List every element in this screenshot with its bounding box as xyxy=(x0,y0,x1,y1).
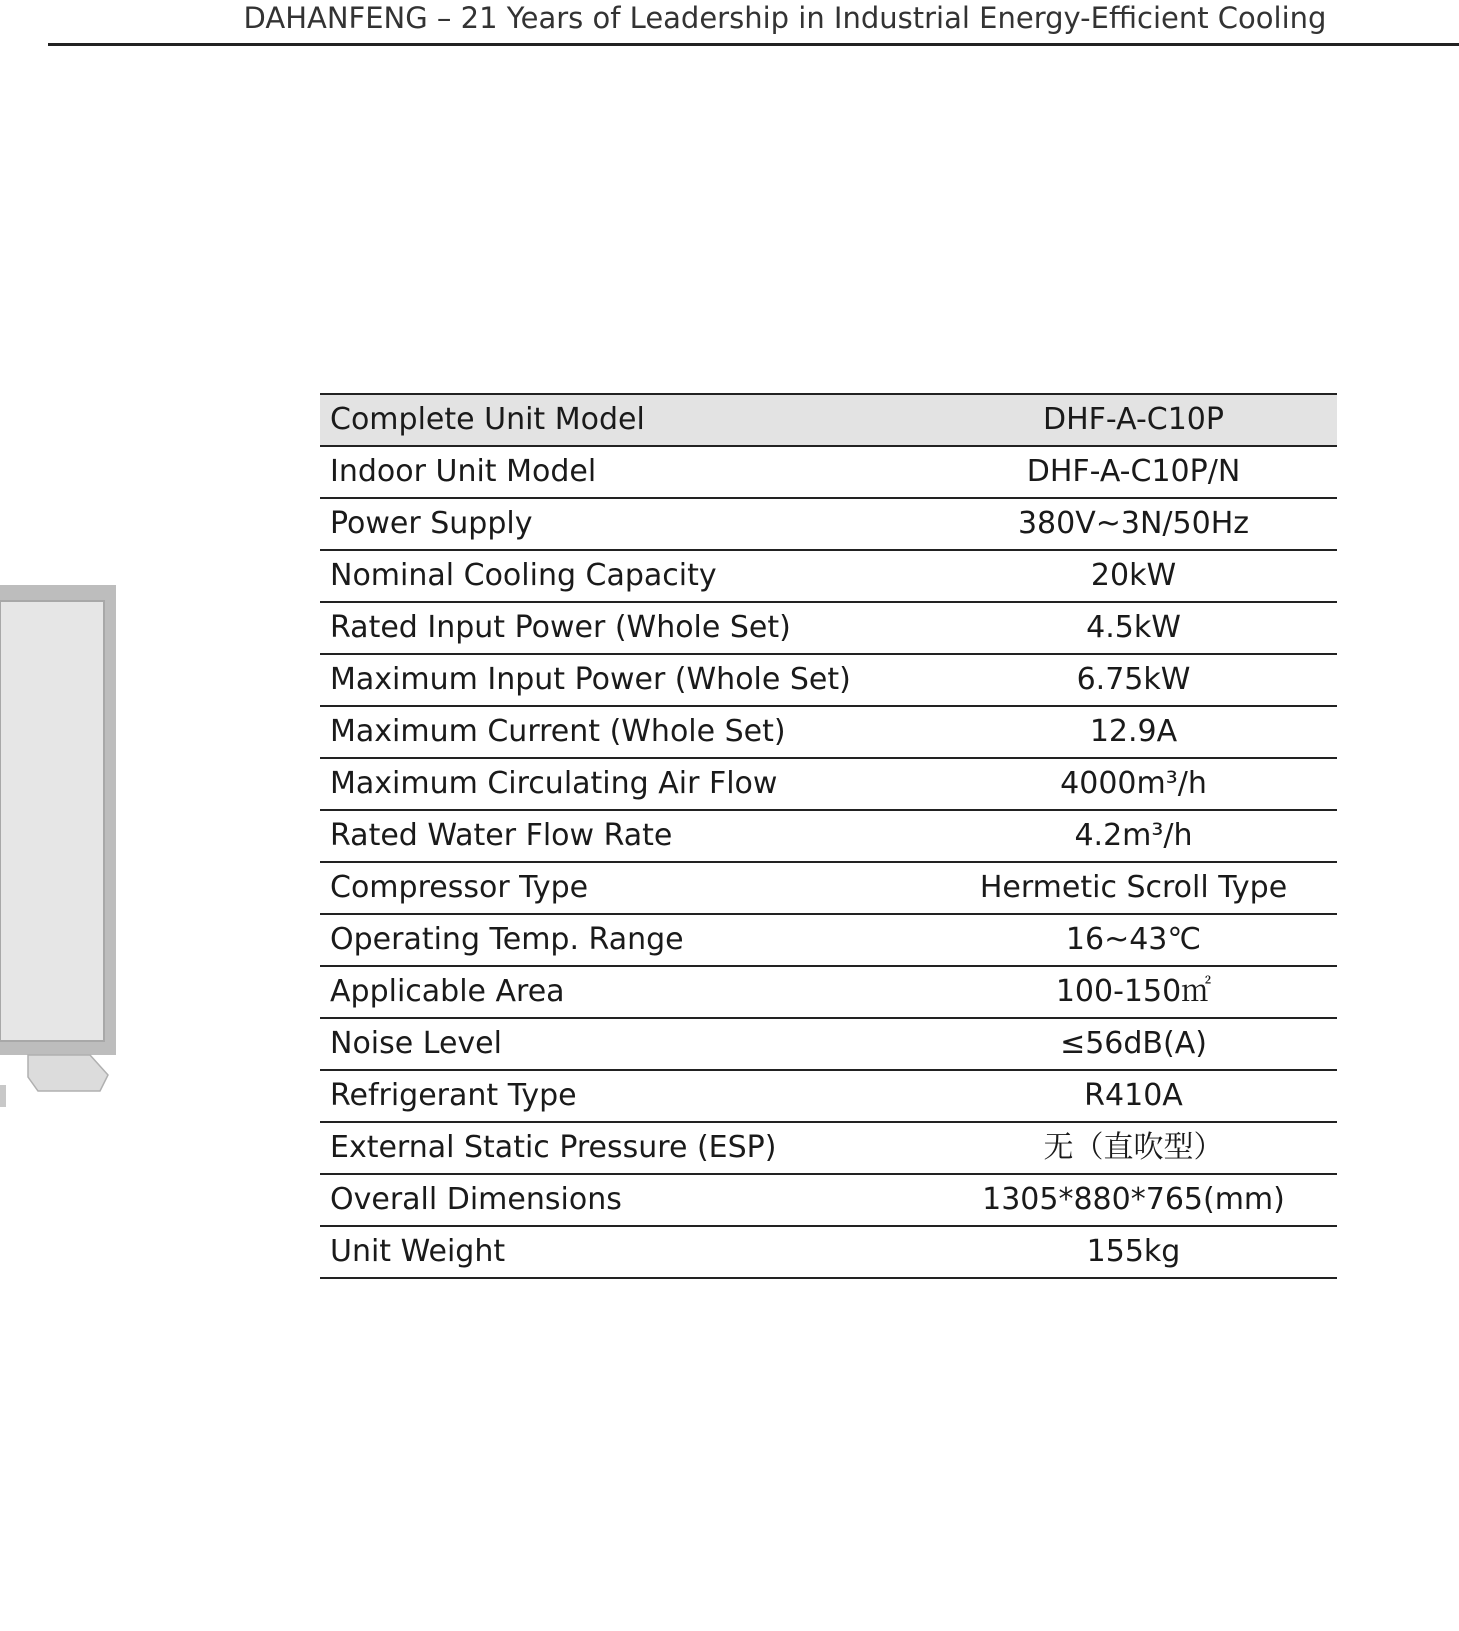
table-row xyxy=(320,1070,1337,1122)
spec-param-label: Indoor Unit Model xyxy=(320,446,930,498)
spec-value: DHF-A-C10P/N xyxy=(930,446,1337,498)
table-row xyxy=(320,1018,1337,1070)
table-row xyxy=(320,862,1337,914)
table-row xyxy=(320,498,1337,550)
table-row xyxy=(320,758,1337,810)
spec-value: 6.75kW xyxy=(930,654,1337,706)
spec-param-label: Operating Temp. Range xyxy=(320,914,930,966)
table-row xyxy=(320,966,1337,1018)
table-row xyxy=(320,1174,1337,1226)
table-row xyxy=(320,1226,1337,1278)
table-row xyxy=(320,706,1337,758)
spec-param-label: Noise Level xyxy=(320,1018,930,1070)
unit-base-edge xyxy=(0,1085,6,1107)
spec-param-label: Power Supply xyxy=(320,498,930,550)
spec-param-label: Maximum Current (Whole Set) xyxy=(320,706,930,758)
spec-param-label: Complete Unit Model xyxy=(320,394,930,446)
table-row xyxy=(320,654,1337,706)
table-row xyxy=(320,550,1337,602)
spec-value: 4.2m³/h xyxy=(930,810,1337,862)
spec-value: DHF-A-C10P xyxy=(930,394,1337,446)
spec-value: 155kg xyxy=(930,1226,1337,1278)
table-row xyxy=(320,446,1337,498)
spec-value: 16~43℃ xyxy=(930,914,1337,966)
spec-param-label: Applicable Area xyxy=(320,966,930,1018)
spec-value: ≤56dB(A) xyxy=(930,1018,1337,1070)
table-row-header xyxy=(320,394,1337,446)
spec-param-label: Rated Water Flow Rate xyxy=(320,810,930,862)
spec-value: R410A xyxy=(930,1070,1337,1122)
spec-param-label: External Static Pressure (ESP) xyxy=(320,1122,930,1174)
unit-panel xyxy=(0,601,104,1041)
unit-foot xyxy=(28,1055,108,1091)
spec-value: 12.9A xyxy=(930,706,1337,758)
spec-param-label: Maximum Input Power (Whole Set) xyxy=(320,654,930,706)
spec-value: 380V~3N/50Hz xyxy=(930,498,1337,550)
spec-table xyxy=(320,393,1337,1279)
table-row xyxy=(320,810,1337,862)
spec-value: Hermetic Scroll Type xyxy=(930,862,1337,914)
spec-value: 1305*880*765(mm) xyxy=(930,1174,1337,1226)
spec-param-label: Rated Input Power (Whole Set) xyxy=(320,602,930,654)
spec-value: 20kW xyxy=(930,550,1337,602)
spec-param-label: Compressor Type xyxy=(320,862,930,914)
spec-value: 4.5kW xyxy=(930,602,1337,654)
spec-value: 100-150㎡ xyxy=(930,966,1337,1018)
table-row xyxy=(320,1122,1337,1174)
page-header xyxy=(48,0,1459,46)
spec-value: 无（直吹型） xyxy=(930,1122,1337,1174)
spec-param-label: Nominal Cooling Capacity xyxy=(320,550,930,602)
page-title: DAHANFENG – 21 Years of Leadership in Industrial Energy-Efficient Cooling xyxy=(243,1,1327,35)
spec-param-label: Unit Weight xyxy=(320,1226,930,1278)
table-row xyxy=(320,602,1337,654)
table-row xyxy=(320,914,1337,966)
spec-param-label: Overall Dimensions xyxy=(320,1174,930,1226)
cooling-unit-photo xyxy=(0,585,120,1115)
spec-value: 4000m³/h xyxy=(930,758,1337,810)
spec-param-label: Refrigerant Type xyxy=(320,1070,930,1122)
spec-param-label: Maximum Circulating Air Flow xyxy=(320,758,930,810)
